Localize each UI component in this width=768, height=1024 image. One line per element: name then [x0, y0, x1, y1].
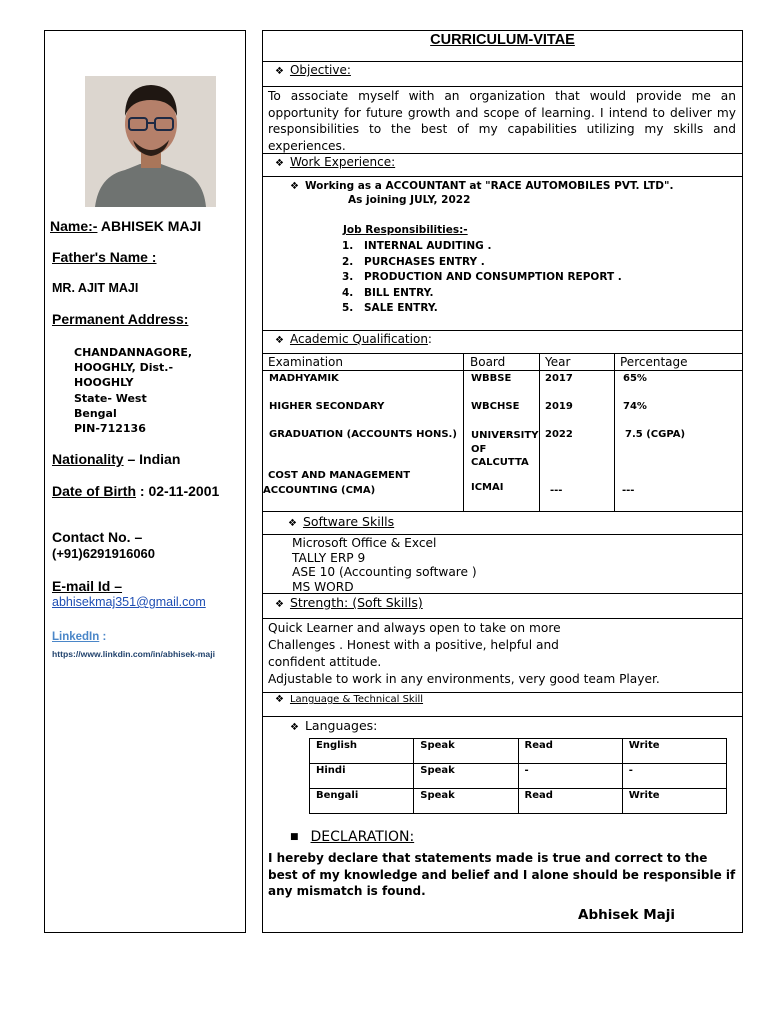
square-bullet-icon: ■ — [290, 832, 299, 842]
table-row — [310, 789, 727, 814]
table-cell: GRADUATION (ACCOUNTS HONS.) — [269, 429, 457, 440]
divider — [262, 330, 743, 331]
declaration-text: I hereby declare that statements made is true and correct to the best of my knowledge and belief and I alone should be responsible if any mismatch is found. — [268, 851, 736, 898]
divider — [262, 534, 743, 535]
table-cell: Bengali — [310, 789, 414, 814]
table-cell: 65% — [623, 373, 647, 384]
table-cell: Read — [518, 789, 622, 814]
father-label: Father's Name : — [52, 249, 157, 265]
column-header: Examination — [268, 355, 344, 369]
list-item: 2. PURCHASES ENTRY . — [342, 255, 485, 268]
table-cell: Speak — [414, 764, 518, 789]
diamond-bullet-icon: ❖ — [288, 518, 297, 529]
table-cell: Speak — [414, 789, 518, 814]
diamond-bullet-icon: ❖ — [275, 599, 284, 610]
list-item: Microsoft Office & Excel — [292, 536, 437, 550]
responsibilities-list — [342, 239, 622, 317]
address-block: CHANDANNAGORE, HOOGHLY, Dist.- HOOGHLY State- West Bengal PIN-712136 — [74, 346, 193, 436]
profile-photo — [85, 76, 216, 207]
divider — [262, 86, 743, 87]
email-link[interactable]: abhisekmaj351@gmail.com — [52, 595, 206, 609]
contact-label: Contact No. – — [52, 529, 143, 545]
software-heading: ❖ Software Skills — [288, 514, 395, 529]
table-divider — [463, 353, 464, 511]
divider — [262, 692, 743, 693]
table-cell: Write — [622, 789, 726, 814]
email-label: E-mail Id – — [52, 578, 123, 594]
responsibilities-heading: Job Responsibilities:- — [343, 224, 468, 236]
academic-heading: ❖ Academic Qualification: — [275, 332, 432, 346]
father-name: MR. AJIT MAJI — [52, 281, 139, 295]
table-cell: WBBSE — [471, 373, 512, 384]
strength-text: Quick Learner and always open to take on more Challenges . Honest with a positive, helpful and confident attitude. Adjustable to work in any environments, very good team Player. — [268, 621, 660, 686]
table-cell: Hindi — [310, 764, 414, 789]
table-cell: - — [622, 764, 726, 789]
column-header: Board — [470, 355, 506, 369]
nationality-field: Nationality – Indian — [52, 451, 181, 467]
list-item: 5. SALE ENTRY. — [342, 302, 438, 314]
divider — [262, 176, 743, 177]
table-cell: - — [518, 764, 622, 789]
diamond-bullet-icon: ❖ — [275, 335, 284, 346]
objective-text: To associate myself with an organization that would provide me an opportunity for future growth and scope of learning. I intend to deliver my responsibilities to the best of my capabilities utilizing my skills and experiences. — [268, 89, 736, 153]
candidate-name: ABHISEK MAJI — [100, 218, 202, 234]
column-header: Year — [545, 355, 571, 369]
table-cell: MADHYAMIK — [269, 373, 339, 384]
table-row — [310, 739, 727, 764]
column-header: Percentage — [620, 355, 688, 369]
table-cell: ACCOUNTING (CMA) — [263, 485, 376, 496]
work-joining: As joining JULY, 2022 — [348, 194, 471, 206]
list-item: TALLY ERP 9 — [292, 550, 366, 565]
diamond-bullet-icon: ❖ — [275, 158, 284, 169]
table-row — [310, 764, 727, 789]
email-link-wrap — [52, 595, 206, 609]
table-cell: English — [310, 739, 414, 764]
list-item: 1. INTERNAL AUDITING . — [342, 240, 492, 252]
table-cell: 2019 — [545, 401, 573, 412]
table-cell: 74% — [623, 401, 647, 412]
contact-number[interactable]: (+91)6291916060 — [52, 546, 156, 561]
table-cell: ICMAI — [471, 482, 504, 493]
diamond-bullet-icon: ❖ — [275, 66, 284, 77]
work-heading: ❖ Work Experience: — [275, 155, 396, 169]
document-title: CURRICULUM-VITAE — [430, 32, 575, 48]
divider — [262, 618, 743, 619]
table-cell: COST AND MANAGEMENT — [268, 470, 411, 481]
dob-field: Date of Birth : 02-11-2001 — [52, 483, 220, 499]
languages-table — [309, 738, 727, 814]
table-cell: Read — [518, 739, 622, 764]
name-field: Name:- ABHISEK MAJI — [50, 218, 202, 234]
linkedin-url[interactable]: https://www.linkdin.com/in/abhisek-maji — [52, 649, 215, 659]
divider — [262, 716, 743, 717]
table-cell: UNIVERSITY OF CALCUTTA — [471, 430, 539, 468]
signature: Abhisek Maji — [578, 907, 676, 923]
list-item: ASE 10 (Accounting software ) — [292, 565, 477, 580]
divider — [262, 61, 743, 62]
diamond-bullet-icon: ❖ — [275, 694, 284, 705]
list-item: 4. BILL ENTRY. — [342, 286, 434, 299]
table-cell: --- — [622, 485, 635, 496]
divider — [262, 511, 743, 512]
languages-subheading: ❖ Languages: — [290, 718, 378, 733]
list-item: MS WORD — [292, 579, 354, 594]
diamond-bullet-icon: ❖ — [290, 181, 299, 192]
table-divider — [614, 353, 615, 511]
table-cell: 2017 — [545, 373, 573, 384]
strength-heading: ❖ Strength: (Soft Skills) — [275, 595, 423, 610]
table-cell: --- — [550, 485, 563, 496]
software-list — [292, 536, 477, 594]
table-divider — [539, 353, 540, 511]
linkedin-label: LinkedIn : — [52, 631, 107, 643]
language-skill-heading: ❖ Language & Technical Skill — [275, 694, 424, 705]
table-cell: WBCHSE — [471, 401, 520, 412]
objective-heading: ❖ Objective: — [275, 63, 351, 77]
table-cell: Speak — [414, 739, 518, 764]
work-role: ❖ Working as a ACCOUNTANT at "RACE AUTOMOBILES PVT. LTD". — [290, 180, 674, 192]
divider — [262, 370, 743, 371]
table-cell: Write — [622, 739, 726, 764]
table-cell: HIGHER SECONDARY — [269, 401, 385, 412]
list-item: 3. PRODUCTION AND CONSUMPTION REPORT . — [342, 271, 622, 283]
declaration-heading: ■ DECLARATION: — [290, 829, 415, 845]
table-cell: 2022 — [545, 429, 573, 440]
divider — [262, 353, 743, 354]
diamond-bullet-icon: ❖ — [290, 722, 299, 733]
address-label: Permanent Address: — [52, 311, 189, 327]
table-cell: 7.5 (CGPA) — [625, 429, 686, 440]
